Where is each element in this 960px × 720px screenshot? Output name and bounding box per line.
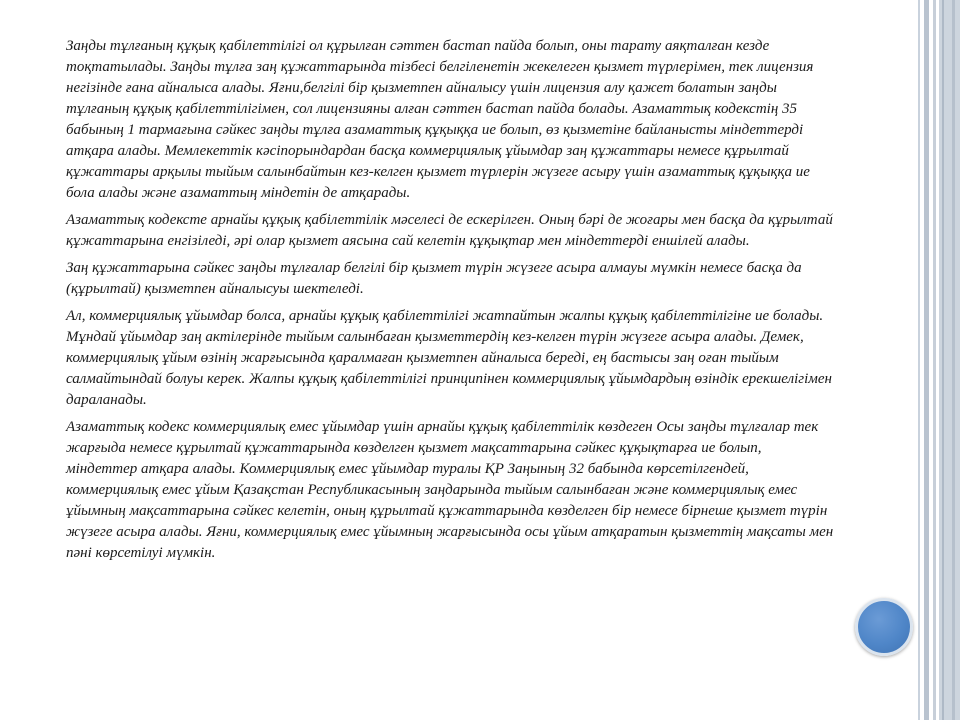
frame-line bbox=[952, 0, 955, 720]
frame-line bbox=[942, 0, 944, 720]
slide-body bbox=[66, 36, 836, 570]
paragraph-4: Ал, коммерциялық ұйымдар болса, арнайы құқық қабілеттілігі жатпайтын жалпы құқық қабілеттілігіне ие болады. Мұндай ұйымдар заң актілерінде тыйым салынбаған қызметтердің кез-келген түрін жүзеге асыра алады. Демек, коммерциялық ұйым өзінің жарғысында қаралмаған қызметпен айналыса береді, ең бастысы заң оған тыйым салмайтындай болуы керек. Жалпы құқық қабілеттілігі принципінен коммерциялық ұйымдардың өзіндік ерекшелігімен дараланады. bbox=[66, 308, 832, 408]
paragraph-3: Заң құжаттарына сәйкес заңды тұлғалар белгілі бір қызмет түрін жүзеге асыра алмауы мүмкін немесе басқа да (құрылтай) қызметпен айналысуы шектеледі. bbox=[66, 260, 802, 297]
frame-line bbox=[918, 0, 920, 720]
frame-line bbox=[933, 0, 936, 720]
decorative-circle bbox=[855, 598, 913, 656]
paragraph-1: Заңды тұлғаның құқық қабілеттілігі ол құрылған сәттен бастап пайда болып, оны тарату аяқталған кезде тоқтатылады. Заңды тұлға заң құжаттарында тізбесі белгіленетін жекелеген қызмет түрлерімен, тек лицензия негізінде ғана айналыса алады. Яғни,белгілі бір қызметпен айналысу үшін лицензия алу қажет болатын заңды тұлғаның құқық қабілеттілігімен, сол лицензияны алған сәттен бастап пайда болады. Азаматтық кодекстің 35 бабының 1 тармағына сәйкес заңды тұлға азаматтық құқыққа ие болып, өз қызметіне байланысты міндеттерді атқара алады. Мемлекеттік кәсіпорындардан басқа коммерциялық ұйымдар заң құжаттары немесе құрылтай құжаттары арқылы тыйым салынбайтын кез-келген қызмет түрлерін жүзеге асыру үшін азаматтық құқыққа ие бола алады және азаматтың міндетін де атқарады. bbox=[66, 38, 814, 201]
paragraph-5: Азаматтық кодекс коммерциялық емес ұйымдар үшін арнайы құқық қабілеттілік көздеген Осы заңды тұлғалар тек жарғыда немесе құрылтай құжаттарында көзделген қызмет мақсаттарына сәйкес құқықтарға ие болып, міндеттер атқара алады. Коммерциялық емес ұйымдар туралы ҚР Заңының 32 бабында көрсетілгендей, коммерциялық емес ұйым Қазақстан Республикасының заңдарында тыйым салынбаған және коммерциялық емес ұйымның мақсаттарына сәйкес келетін, оның құрылтай құжаттарында көзделген бір немесе бірнеше қызмет түрін жүзеге асыра алады. Яғни, коммерциялық емес ұйымның жарғысында осы ұйым атқаратын қызметтің мақсаты мен пәні көрсетілуі мүмкін. bbox=[66, 419, 834, 561]
paragraph-2: Азаматтық кодексте арнайы құқық қабілеттілік мәселесі де ескерілген. Оның бәрі де жоғары мен басқа да құрылтай құжаттарына енгізіледі, әрі олар қызмет аясына сай келетін құқықтар мен міндеттерді еншілей алады. bbox=[66, 212, 833, 249]
frame-line bbox=[924, 0, 929, 720]
